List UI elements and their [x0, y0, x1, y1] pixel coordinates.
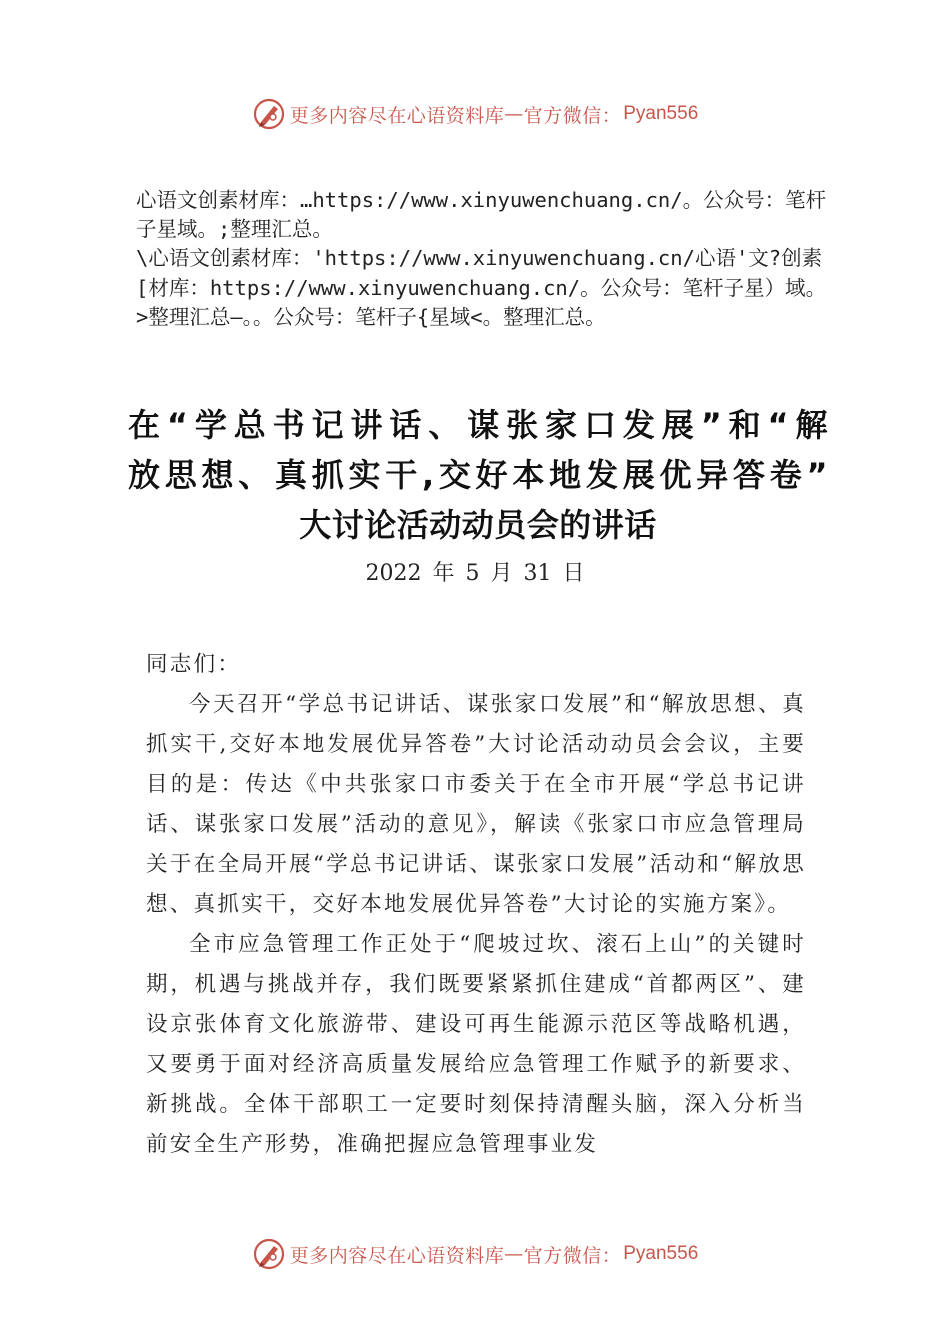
source-line: \心语文创素材库：'https://www.xinyuwenchuang.cn/心语'文?创素[材库：https://www.xinyuwenchuang.cn/。公众号：笔杆子星）域。>整理汇总—。。公众号：笔杆子{星域<。整理汇总。: [136, 246, 827, 329]
banner-dash: —: [504, 103, 524, 125]
banner-site-text: 更多内容尽在心语资料库: [289, 104, 505, 127]
document-title: [128, 400, 828, 550]
document-date: 2022 年 5 月 31 日: [365, 561, 585, 586]
greeting: 同志们：: [146, 652, 242, 677]
source-line: 心语文创素材库：…https://www.xinyuwenchuang.cn/。公众号：笔杆子星域。;整理汇总。: [136, 188, 827, 242]
banner-wechat-id: Pyan556: [623, 103, 699, 124]
banner-dash: —: [504, 1243, 524, 1265]
title-line-3: 大讨论活动动员会的讲话: [299, 506, 657, 544]
banner-site-text: 更多内容尽在心语资料库: [289, 1244, 505, 1267]
header-banner: [0, 94, 950, 134]
title-line-1: 在“学总书记讲话、谋张家口发展”和“解: [128, 406, 828, 444]
body-paragraph: 全市应急管理工作正处于“爬坡过坎、滚石上山”的关键时期，机遇与挑战并存，我们既要紧紧抓住建成“首都两区”、建设京张体育文化旅游带、建设可再生能源示范区等战略机遇，又要勇于面对经济高质量发展给应急管理工作赋予的新要求、新挑战。全体干部职工一定要时刻保持清醒头脑，深入分析当前安全生产形势，准确把握应急管理事业发: [146, 932, 806, 1157]
footer-banner: [0, 1234, 950, 1274]
banner-wechat-label: 官方微信：: [523, 1244, 622, 1267]
pen-logo-icon: [252, 97, 286, 131]
banner-wechat-id: Pyan556: [623, 1243, 699, 1264]
banner-wechat-label: 官方微信：: [523, 104, 622, 127]
document-body: [146, 645, 806, 1165]
source-text-block: [136, 186, 836, 332]
body-paragraph: 今天召开“学总书记讲话、谋张家口发展”和“解放思想、真抓实干,交好本地发展优异答卷”大讨论活动动员会会议，主要目的是：传达《中共张家口市委关于在全市开展“学总书记讲话、谋张家口发展”活动的意见》，解读《张家口市应急管理局关于在全局开展“学总书记讲话、谋张家口发展”活动和“解放思想、真抓实干，交好本地发展优异答卷”大讨论的实施方案》。: [146, 692, 806, 917]
pen-logo-icon: [252, 1237, 286, 1271]
title-line-2: 放思想、真抓实干,交好本地发展优异答卷”: [128, 456, 828, 494]
